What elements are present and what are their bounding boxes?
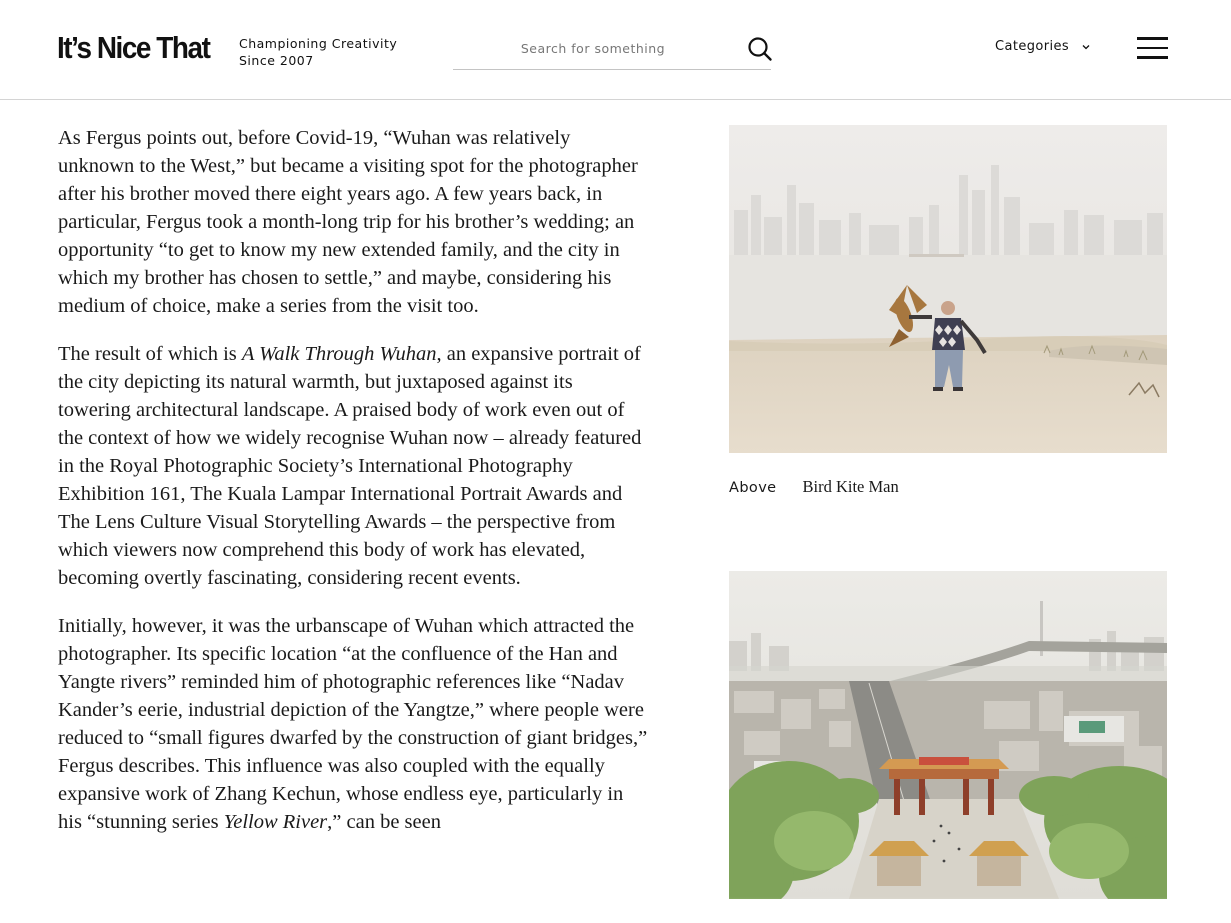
site-tagline: [239, 35, 397, 69]
article-paragraph-2: The result of which is A Walk Through Wuhan, an expansive portrait of the city depicting its natural warmth, but juxtaposed against its towering architectural landscape. A praised body of work even out of the context of how we widely recognise Wuhan now – already featured in the Royal Photographic Society’s International Photography Exhibition 161, The Kuala Lampar International Portrait Awards and The Lens Culture Visual Storytelling Awards – the perspective from which viewers now comprehend this body of work has elevated, becoming overtly fascinating, considering recent events.: [58, 343, 642, 589]
article-paragraph-3: Initially, however, it was the urbanscape of Wuhan which attracted the photographer. Its specific location “at the confluence of the Han and Yangte rivers” reminded him of photographic references like “Nadav Kander’s eerie, industrial depiction of the Yangtze,” where people were reduced to “small figures dwarfed by the construction of giant bridges,” Fergus describes. This influence was also coupled with the equally expansive work of Zhang Kechun, whose endless eye, particularly in his “stunning series Yellow River,” can be seen: [58, 615, 648, 833]
search-icon[interactable]: [747, 36, 773, 62]
tagline-line-1: Championing Creativity: [239, 36, 398, 51]
categories-label: Categories: [995, 39, 1070, 54]
search-bar: [453, 30, 771, 70]
search-input[interactable]: [453, 36, 733, 60]
article-paragraph-1: As Fergus points out, before Covid-19, “Wuhan was relatively unknown to the West,” but became a visiting spot for the photographer after his brother moved there eight years ago. A few years back, in particular, Fergus took a month-long trip for his brother’s wedding; an opportunity “to get to know my new extended family, and the city in which my brother has chosen to settle,” and maybe, considering his medium of choice, make a series from the visit too.: [58, 127, 638, 317]
categories-dropdown[interactable]: [995, 39, 1091, 54]
site-logo[interactable]: It’s Nice That: [57, 30, 210, 65]
photo-bird-kite-man[interactable]: [729, 125, 1167, 453]
site-header: [0, 0, 1231, 100]
photo-caption: [729, 477, 899, 497]
article-body: [58, 124, 648, 856]
tagline-line-2: Since 2007: [239, 53, 314, 68]
photo-wuhan-aerial[interactable]: [729, 571, 1167, 899]
caption-text: Bird Kite Man: [802, 477, 899, 496]
hamburger-menu-icon[interactable]: [1137, 37, 1168, 59]
series-title: A Walk Through Wuhan: [241, 343, 437, 365]
scroll-fade: [0, 897, 1231, 923]
chevron-down-icon: [1081, 42, 1091, 52]
series-title-yellow-river: Yellow River: [223, 811, 328, 833]
caption-label: Above: [729, 480, 777, 496]
